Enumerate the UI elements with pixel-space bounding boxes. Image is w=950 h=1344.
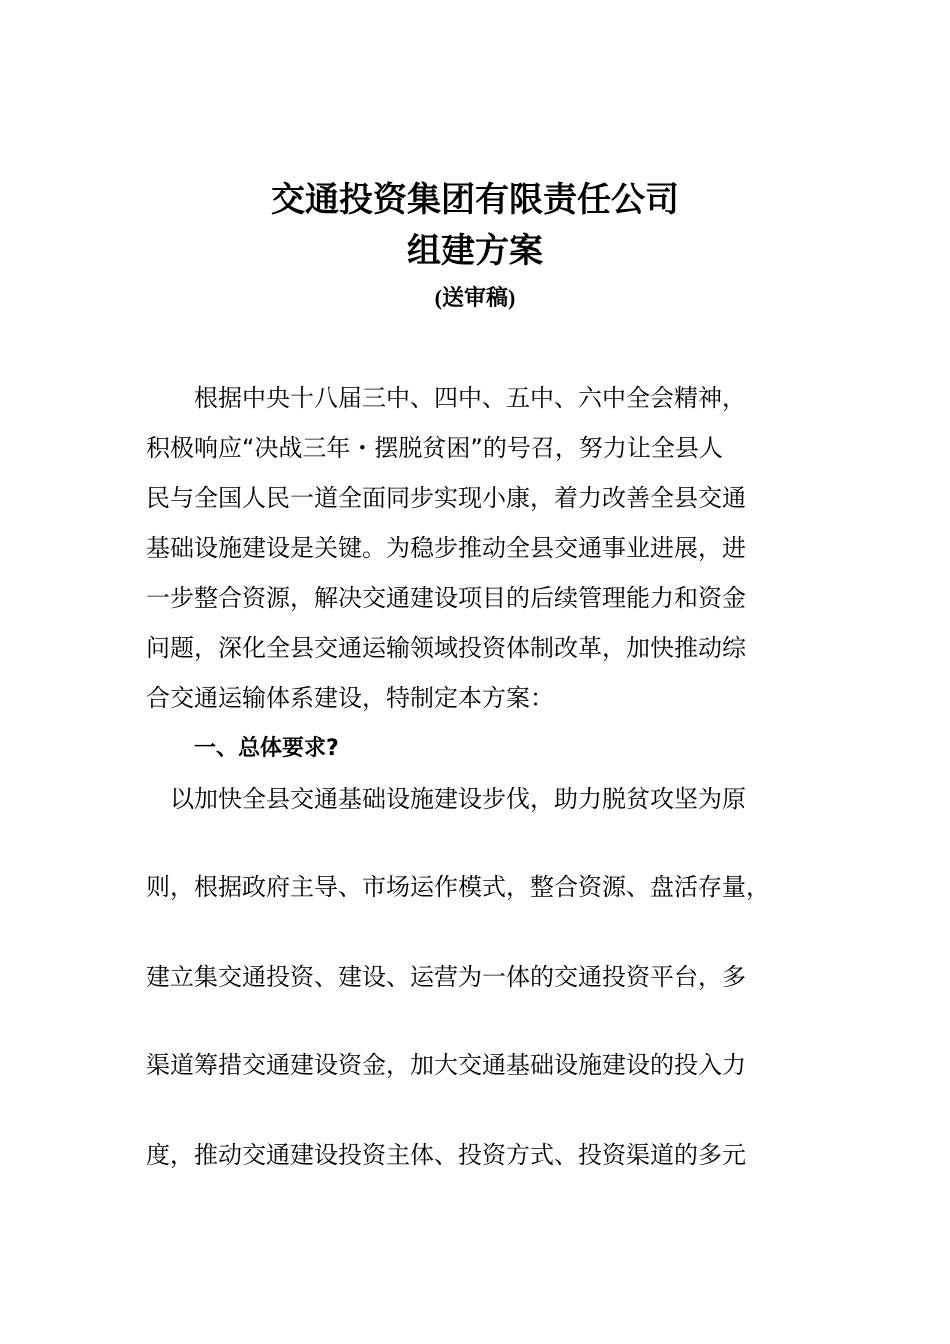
paragraph1-line: 合交通运输体系建设，特制定本方案： xyxy=(146,684,554,712)
paragraph1-line: 问题，深化全县交通运输领域投资体制改革，加快推动综 xyxy=(146,634,746,662)
paragraph1-line: 一步整合资源，解决交通建设项目的后续管理能力和资金 xyxy=(146,584,746,612)
paragraph2-line: 建立集交通投资、建设、运营为一体的交通投资平台，多 xyxy=(146,963,746,991)
document-title-line2: 组建方案 xyxy=(407,231,543,271)
paragraph2-line: 则，根据政府主导、市场运作模式，整合资源、盘活存量， xyxy=(146,873,770,901)
paragraph1-line: 基础设施建设是关键。为稳步推动全县交通事业进展，进 xyxy=(146,534,746,562)
section-heading: 一、总体要求? xyxy=(194,736,339,761)
paragraph2-line: 渠道筹措交通建设资金，加大交通基础设施建设的投入力 xyxy=(146,1051,746,1079)
paragraph1-line: 根据中央十八届三中、四中、五中、六中全会精神， xyxy=(146,384,746,412)
paragraph2-line: 以加快全县交通基础设施建设步伐，助力脱贫攻坚为原 xyxy=(146,785,746,813)
paragraph1-line: 民与全国人民一道全面同步实现小康，着力改善全县交通 xyxy=(146,484,746,512)
paragraph1-line: 积极响应“决战三年・摆脱贫困”的号召，努力让全县人 xyxy=(146,434,723,462)
document-subtitle: (送审稿) xyxy=(434,285,516,310)
document-title-line1: 交通投资集团有限责任公司 xyxy=(271,180,679,220)
paragraph2-line: 度，推动交通建设投资主体、投资方式、投资渠道的多元 xyxy=(146,1141,746,1169)
